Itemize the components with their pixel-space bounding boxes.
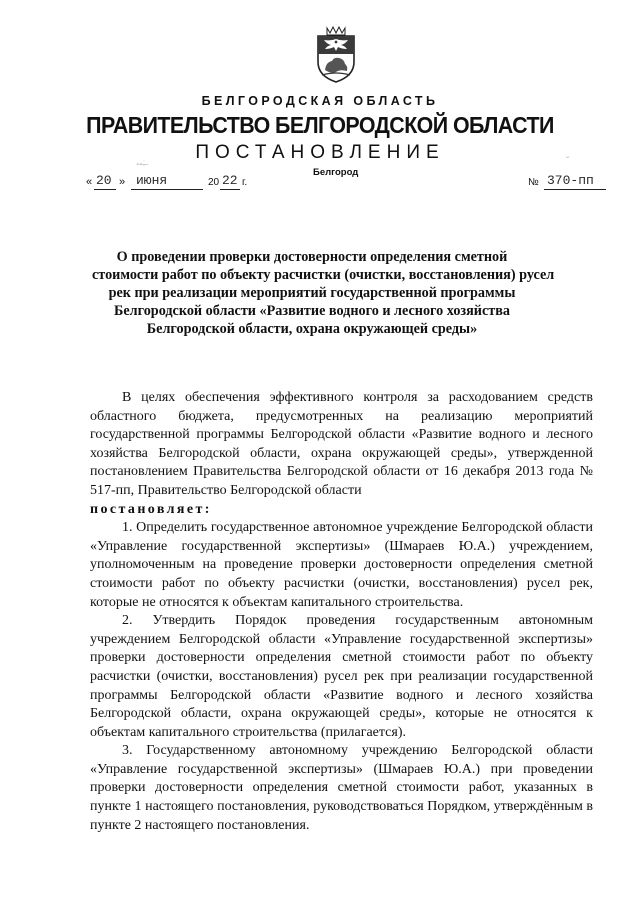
title-line: О проведении проверки достоверности определения сметной	[116, 249, 508, 265]
title-line: Белгородской области, охрана окружающей среды»	[146, 321, 478, 337]
document-title	[92, 248, 555, 338]
region-heading: БЕЛГОРОДСКАЯ ОБЛАСТЬ	[201, 94, 439, 108]
item-paragraph-1: 1. Определить государственное автономное учреждение Белгородской области «Управление государственной экспертизы» (Шмараев Ю.А.) учреждением, уполномоченным на проведение проверки достоверности определения сметной стоимости работ по объекту расчистки (очистки, восстановления) русел рек, которые не относятся к объектам капитального строительства.	[90, 520, 593, 610]
date-day: 20	[96, 173, 112, 188]
number-underline	[544, 189, 606, 190]
title-line: рек при реализации мероприятий государственной программы	[108, 285, 516, 301]
number-prefix: №	[528, 177, 539, 188]
date-century: 20	[208, 177, 220, 188]
scan-artifact: ·̶·̶ː̶	[136, 158, 146, 169]
date-open-quote: «	[86, 176, 93, 188]
city-label: Белгород	[313, 167, 359, 178]
item-paragraph-3: 3. Государственному автономному учреждению Белгородской области «Управление государственной экспертизы» (Шмараев Ю.А.) при проведении проверки достоверности определения сметной стоимости работ, указанных в пункте 1 настоящего постановления, руководствоваться Порядком, утверждённым в пункте 2 настоящего постановления.	[90, 743, 593, 833]
government-heading: ПРАВИТЕЛЬСТВО БЕЛГОРОДСКОЙ ОБЛАСТИ	[86, 112, 554, 138]
date-year-underline	[220, 189, 240, 190]
date-day-underline	[94, 189, 116, 190]
preamble-paragraph: В целях обеспечения эффективного контроля за расходованием средств областного бюджета, предусмотренных на реализацию мероприятий государственной программы Белгородской области «Развитие водного и лесного хозяйства Белгородской области, охрана окружающей среды», утвержденной постановлением Правительства Белгородской области от 16 декабря 2013 года № 517-пп, Правительство Белгородской области	[90, 390, 593, 498]
title-line: Белгородской области «Развитие водного и лесного хозяйства	[113, 303, 510, 319]
date-month: июня	[136, 173, 168, 188]
decrees-word-text: постановляет:	[90, 501, 212, 517]
document-body	[90, 389, 593, 835]
decrees-word	[90, 501, 593, 520]
number-value: 370-пп	[547, 173, 594, 188]
date-year: 22	[222, 173, 238, 188]
scan-artifact: ˇ	[566, 156, 570, 167]
date-month-underline	[131, 189, 203, 190]
date-close-quote: »	[119, 176, 126, 188]
coat-of-arms-icon	[314, 24, 358, 84]
title-line: стоимости работ по объекту расчистки (очистки, восстановления) русел	[92, 267, 555, 283]
item-paragraph-2: 2. Утвердить Порядок проведения государственным автономным учреждением Белгородской области «Управление государственной экспертизы» проверки достоверности определения сметной стоимости работ по объекту расчистки (очистки, восстановления) русел рек при реализации государственной программы Белгородской области «Развитие водного и лесного хозяйства Белгородской области, охрана окружающей среды», которые не относятся к объектам капитального строительства (прилагается).	[90, 613, 593, 740]
document-type-heading: ПОСТАНОВЛЕНИЕ	[195, 142, 445, 163]
date-year-suffix: г.	[242, 177, 248, 188]
